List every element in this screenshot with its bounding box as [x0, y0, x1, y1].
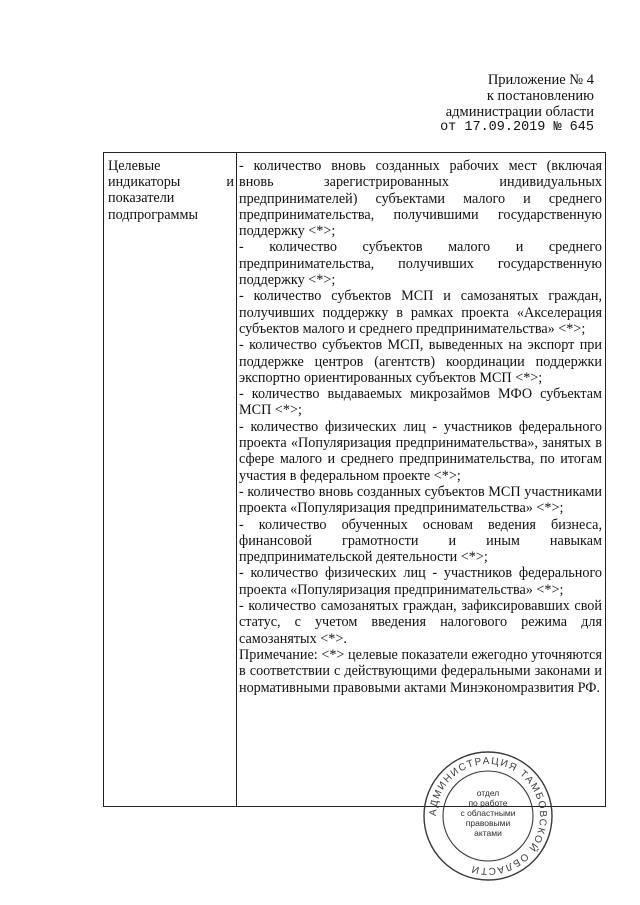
left-cell-word-indicators: индикаторы — [108, 174, 181, 191]
indicator-item: - количество субъектов малого и среднего предпринимательства, получивших государственную поддержку <*>; — [239, 239, 602, 289]
stamp-inner-text — [440, 788, 536, 838]
indicator-item: - количество физических лиц - участников федерального проекта «Популяризация предпринимательства», занятых в сфере малого и среднего предпринимательства, по итогам участия в федеральном проекте <*>; — [239, 418, 602, 484]
indicators-table — [103, 152, 606, 807]
appendix-label: Приложение № 4 — [487, 72, 594, 88]
stamp-line: отдел — [476, 788, 500, 798]
stamp-line: правовыми — [465, 818, 511, 828]
stamp-ring-text: АДМИНИСТРАЦИЯ ТАМБОВСКОЙ ОБЛАСТИ — [427, 755, 549, 877]
administration-label: администрации области — [445, 104, 594, 120]
indicator-item: - количество вновь созданных субъектов МСП участниками проекта «Популяризация предпринимательства» <*>; — [239, 483, 602, 517]
document-header — [440, 72, 594, 136]
note-paragraph: Примечание: <*> целевые показатели ежегодно уточняются в соответствии с действующими федеральными законами и нормативными правовыми актами Минэкономразвития РФ. — [239, 646, 602, 696]
table-right-cell — [239, 158, 602, 696]
indicator-item: - количество физических лиц - участников федерального проекта «Популяризация предпринимательства» <*>; — [239, 565, 602, 598]
indicator-item: - количество субъектов МСП и самозанятых граждан, получивших поддержку в рамках проекта «Акселерация субъектов малого и среднего предпринимательства» <*>; — [239, 288, 602, 337]
indicator-item: - количество вновь созданных рабочих мест (включая вновь зарегистрированных индивидуальных предпринимателей) субъектами малого и среднего предпринимательства, получившими государственную поддержку <*>; — [239, 158, 602, 240]
official-stamp — [420, 748, 556, 884]
to-resolution-label: к постановлению — [486, 88, 594, 104]
stamp-line: с областными — [460, 808, 516, 818]
left-cell-word-and: и — [226, 174, 234, 191]
left-cell-line3: показатели — [108, 190, 175, 207]
left-cell-line1: Целевые — [108, 158, 161, 174]
stamp-line: актами — [474, 828, 502, 838]
column-divider — [236, 153, 237, 806]
indicator-item: - количество субъектов МСП, выведенных на экспорт при поддержке центров (агентств) координации поддержки экспортно ориентированных субъектов МСП <*>; — [239, 337, 602, 386]
stamp-line: по работе — [468, 798, 508, 808]
indicator-item: - количество обученных основам ведения бизнеса, финансовой грамотности и иным навыкам предпринимательской деятельности <*>; — [239, 516, 602, 566]
indicator-item: - количество самозанятых граждан, зафиксировавших свой статус, с учетом введения налогового режима для самозанятых <*>. — [239, 598, 602, 647]
left-cell-line4: подпрограммы — [108, 206, 198, 223]
indicator-item: - количество выдаваемых микрозаймов МФО субъектам МСП <*>; — [239, 386, 602, 419]
table-left-cell — [108, 158, 234, 223]
left-cell-line2 — [108, 174, 234, 190]
date-number-label: от 17.09.2019 № 645 — [440, 120, 594, 135]
